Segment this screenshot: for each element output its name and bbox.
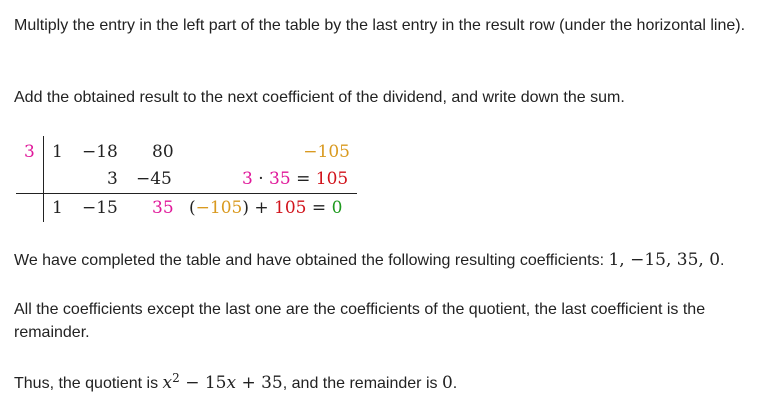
row3-open-paren: ( bbox=[189, 198, 196, 218]
completed-text: We have completed the table and have obtained the following resulting coefficients: bbox=[14, 252, 605, 269]
row1-coef-2: −18 bbox=[82, 142, 118, 162]
row3-result-3: 35 bbox=[152, 198, 174, 218]
row3-result-1: 1 bbox=[52, 198, 63, 218]
row3-remainder: 0 bbox=[331, 198, 343, 218]
table-vertical-line bbox=[43, 136, 44, 222]
row3-dividend-coef: −105 bbox=[195, 198, 243, 218]
conclusion-middle: , and the remainder is bbox=[282, 375, 438, 392]
instruction-add: Add the obtained result to the next coefficient of the dividend, and write down the sum. bbox=[14, 89, 625, 106]
row2-dot: · bbox=[258, 169, 264, 189]
table-horizontal-line bbox=[16, 193, 357, 194]
row1-coef-1: 1 bbox=[52, 142, 63, 162]
row3-result-2: −15 bbox=[82, 198, 118, 218]
row2-entry-4 bbox=[242, 169, 348, 189]
row3-close-paren: ) bbox=[242, 198, 249, 218]
coefficient-list: 1, −15, 35, 0 bbox=[608, 250, 721, 270]
row1-coef-4: −105 bbox=[303, 142, 350, 162]
instruction-multiply: Multiply the entry in the left part of the table by the last entry in the result row (under the horizontal line). bbox=[14, 17, 746, 34]
row1-coef-3: 80 bbox=[152, 142, 174, 162]
divisor: 3 bbox=[24, 142, 35, 162]
conclusion-prefix: Thus, the quotient is bbox=[14, 375, 159, 392]
row3-result-4 bbox=[189, 198, 342, 218]
quotient-expression: $x^2 - 15x + 35$ bbox=[162, 371, 283, 393]
completed-period: . bbox=[720, 252, 725, 269]
row3-equals: = bbox=[311, 198, 327, 218]
conclusion-sentence bbox=[14, 372, 759, 395]
conclusion-period: . bbox=[452, 375, 458, 392]
row3-product: 105 bbox=[274, 198, 307, 218]
coefficients-explanation: All the coefficients except the last one are the coefficients of the quotient, the last coefficient is the remainder. bbox=[14, 301, 706, 341]
row2-multiplier: 35 bbox=[269, 169, 291, 189]
row2-factor: 3 bbox=[242, 169, 253, 189]
remainder-value: 0 bbox=[441, 373, 453, 393]
row2-entry-3: −45 bbox=[136, 169, 172, 189]
row2-entry-2: 3 bbox=[107, 169, 118, 189]
row3-plus: + bbox=[254, 198, 269, 218]
row2-equals: = bbox=[296, 169, 311, 189]
row2-result: 105 bbox=[315, 169, 349, 189]
completed-sentence bbox=[14, 249, 759, 272]
